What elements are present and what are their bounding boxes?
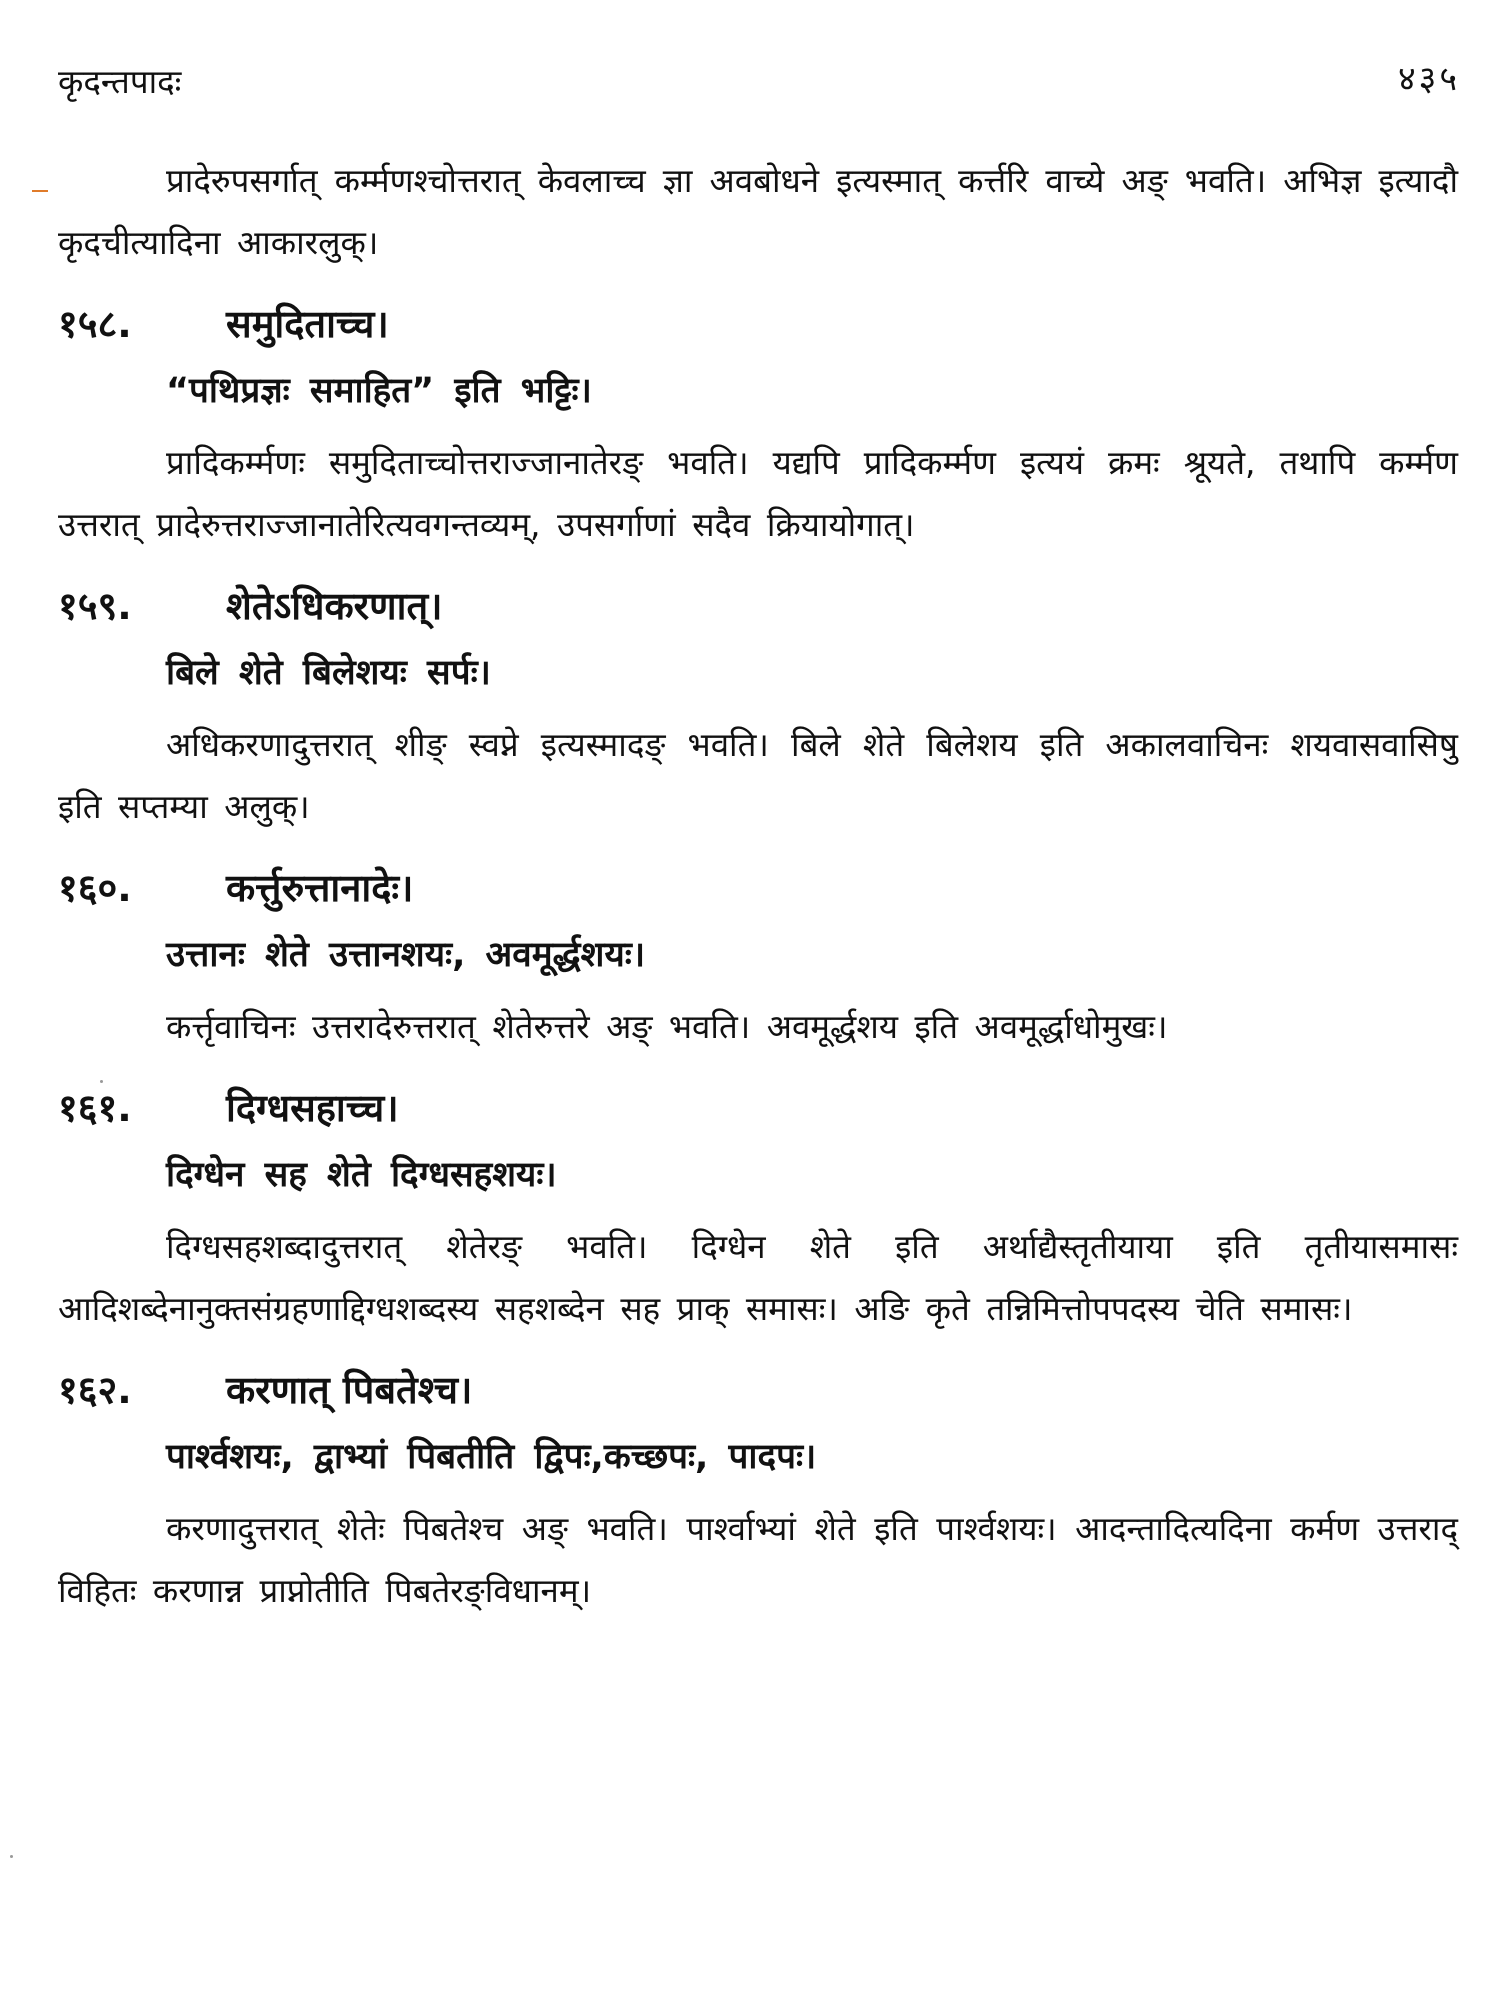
sutra-number: १५८.	[58, 302, 132, 346]
sutra-text: दिग्धसहाच्च।	[226, 1086, 399, 1130]
sutra-section-159	[58, 576, 1458, 838]
sutra-commentary: कर्त्तृवाचिनः उत्तरादेरुत्तरात् शेतेरुत्तरे अङ् भवति। अवमूर्द्धशय इति अवमूर्द्धाधोमुखः।	[166, 1007, 1168, 1046]
intro-paragraph: प्रादेरुपसर्गात् कर्म्मणश्चोत्तरात् केवलाच्च ज्ञा अवबोधने इत्यस्मात् कर्त्तरि वाच्ये अङ् भवति। अभिज्ञ इत्यादौ कृदचीत्यादिना आकारलुक्।	[58, 161, 1458, 262]
sutra-commentary: प्रादिकर्म्मणः समुदिताच्चोत्तराज्जानातेरङ् भवति। यद्यपि प्रादिकर्म्मण इत्ययं क्रमः श्रूयते, तथापि कर्म्मण उत्तरात् प्रादेरुत्तराज्जानातेरित्यवगन्तव्यम्, उपसर्गाणां सदैव क्रियायोगात्।	[58, 443, 1458, 544]
sutra-example: उत्तानः शेते उत्तानशयः, अवमूर्द्धशयः।	[166, 935, 646, 975]
sutra-heading	[58, 294, 1458, 354]
margin-mark	[32, 190, 48, 192]
sutra-commentary: अधिकरणादुत्तरात् शीङ् स्वप्ने इत्यस्मादङ् भवति। बिले शेते बिलेशय इति अकालवाचिनः शयवासवासिषु इति सप्तम्या अलुक्।	[58, 725, 1458, 826]
sutra-section-161	[58, 1078, 1458, 1340]
sutra-number: १६०.	[58, 866, 132, 910]
sutra-section-158	[58, 294, 1458, 556]
margin-dot	[10, 1855, 13, 1858]
sutra-example: दिग्धेन सह शेते दिग्धसहशयः।	[166, 1155, 557, 1195]
running-title: कृदन्तपादः	[58, 62, 182, 101]
sutra-text: करणात् पिबतेश्च।	[226, 1368, 473, 1412]
sutra-section-160	[58, 858, 1458, 1058]
sutra-text: समुदिताच्च।	[226, 302, 389, 346]
sutra-number: १५९.	[58, 584, 132, 628]
sutra-example: बिले शेते बिलेशयः सर्पः।	[166, 653, 491, 693]
running-header	[58, 58, 1460, 108]
sutra-heading	[58, 576, 1458, 636]
sutra-example: पार्श्वशयः, द्वाभ्यां पिबतीति द्विपः,कच्छपः, पादपः।	[166, 1437, 817, 1477]
sutra-heading	[58, 1078, 1458, 1138]
sutra-example: “पथिप्रज्ञः समाहित” इति भट्टिः।	[166, 371, 592, 411]
sutra-text: शेतेऽधिकरणात्।	[226, 584, 443, 628]
sutra-number: १६२.	[58, 1368, 132, 1412]
page-number: ४३५	[1397, 59, 1460, 99]
page-body	[58, 150, 1458, 1642]
sutra-commentary: दिग्धसहशब्दादुत्तरात् शेतेरङ् भवति। दिग्धेन शेते इति अर्थाद्यैस्तृतीयाया इति तृतीयासमासः आदिशब्देनानुक्तसंग्रहणाद्दिग्धशब्दस्य सहशब्देन सह प्राक् समासः। अङि कृते तन्निमित्तोपपदस्य चेति समासः।	[58, 1227, 1458, 1328]
sutra-commentary: करणादुत्तरात् शेतेः पिबतेश्च अङ् भवति। पार्श्वाभ्यां शेते इति पार्श्वशयः। आदन्तादित्यदिना कर्मण उत्तराद् विहितः करणान्न प्राप्नोतीति पिबतेरङ्विधानम्।	[58, 1509, 1458, 1610]
sutra-section-162	[58, 1360, 1458, 1622]
sutra-number: १६१.	[58, 1086, 132, 1130]
sutra-heading	[58, 1360, 1458, 1420]
sutra-text: कर्त्तुरुत्तानादेः।	[226, 866, 414, 910]
sutra-heading	[58, 858, 1458, 918]
